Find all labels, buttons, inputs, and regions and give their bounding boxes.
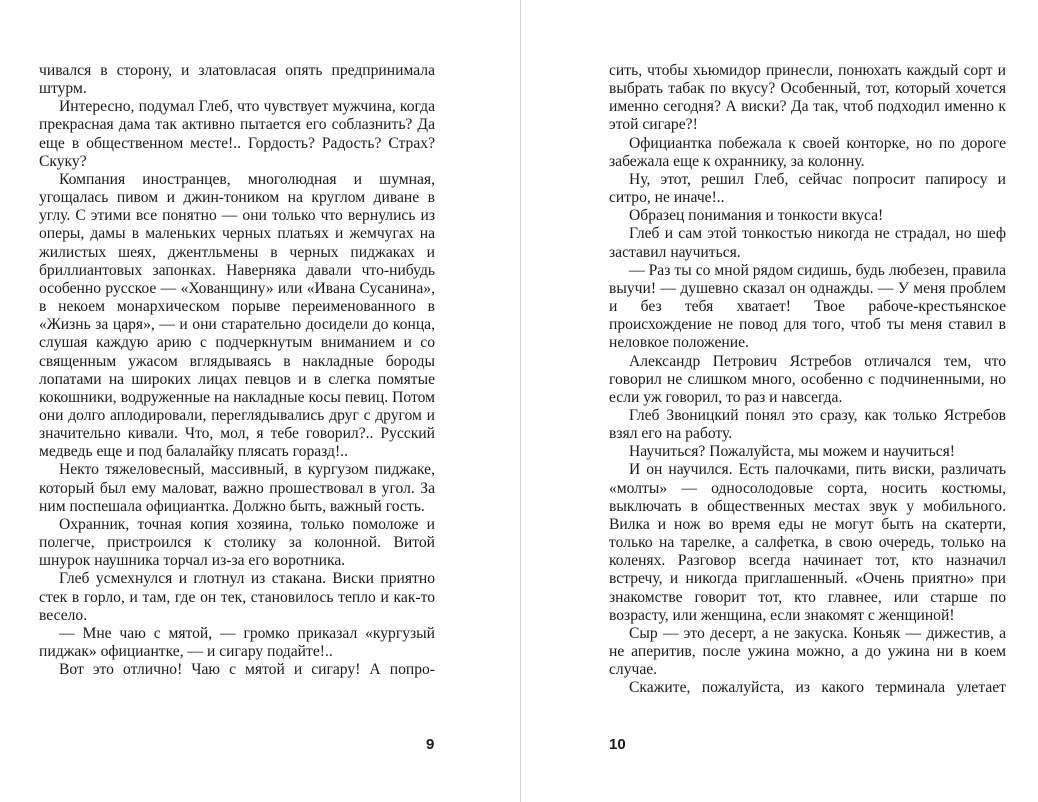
- paragraph: Александр Петрович Ястребов отличался тем, что говорил не слишком много, особенно с подчиненными, но если уж говорил, то раз и навсегда.: [609, 352, 1006, 406]
- page-number: 9: [426, 736, 435, 753]
- paragraph: И он научился. Есть палочками, пить виски, различать «молты» — односолодовые сорта, носить костюмы, выключать в общественных местах звук у мобильного. Вилка и нож во время еды не могут быть на скатерти, только на тарелке, а салфетка, в свою очередь, только на коленях. Разговор всегда начинает тот, кто назначил встречу, и никогда приглашенный. «Очень приятно» при знакомстве говорит тот, кто главнее, или старше по возрасту, или женщина, если знакомят с женщиной!: [609, 461, 1006, 624]
- paragraph: Ну, этот, решил Глеб, сейчас попросит папиросу и ситро, не иначе!..: [609, 170, 1006, 207]
- paragraph: Научиться? Пожалуйста, мы можем и научиться!: [629, 443, 955, 461]
- paragraph: Глеб усмехнулся и глотнул из стакана. Виски приятно стек в горло, и там, где он тек, становилось тепло и как-то весело.: [39, 570, 435, 624]
- paragraph: Официантка побежала к своей конторке, но по дороге забежала еще к охраннику, за колонну.: [609, 134, 1006, 170]
- paragraph: Сыр — это десерт, а не закуска. Коньяк — дижестив, а не аперитив, после ужина можно, а до ужина ни в коем случае.: [609, 624, 1006, 679]
- left-page-text: [39, 62, 435, 679]
- right-page-text: [609, 62, 1006, 697]
- paragraph: Вот это отлично! Чаю с мятой и сигару! А попро-: [59, 661, 435, 679]
- paragraph: Глеб Звоницкий понял это сразу, как только Ястребов взял его на работу.: [609, 406, 1006, 443]
- paragraph: сить, чтобы хьюмидор принесли, понюхать каждый сорт и выбрать табак по вкусу? Особенный, тот, который хочется именно сегодня? А виски? Да так, чтоб подходил именно к этой сигаре?!: [609, 62, 1006, 134]
- paragraph: Скажите, пожалуйста, из какого терминала улетает: [629, 679, 1006, 697]
- paragraph: Интересно, подумал Глеб, что чувствует мужчина, когда прекрасная дама так активно пытается его соблазнить? Да еще в общественном месте!.. Гордость? Радость? Страх? Скуку?: [39, 98, 435, 170]
- right-page: [521, 0, 1038, 802]
- paragraph: Охранник, точная копия хозяина, только помоложе и полегче, пристроился к столику за колонной. Витой шнурок наушника торчал из-за его воротника.: [39, 515, 435, 570]
- paragraph: Некто тяжеловесный, массивный, в кургузом пиджаке, который был ему маловат, важно прошествовал в угол. За ним поспешала официантка. Должно быть, важный гость.: [39, 461, 435, 515]
- paragraph: Образец понимания и тонкости вкуса!: [629, 207, 884, 225]
- paragraph: Компания иностранцев, многолюдная и шумная, угощалась пивом и джин-тоником на круглом диване в углу. С этими все понятно — они только что вернулись из оперы, дамы в маленьких черных платьях и жемчугах на жилистых шеях, джентльмены в черных пиджаках и бриллиантовых запонках. Наверняка давали что-нибудь особенно русское — «Хованщину» или «Ивана Сусанина», в некоем монархическом порыве переименованного в «Жизнь за царя», — и они старательно досидели до конца, слушая каждую арию с подчеркнутым вниманием и со священным ужасом вглядываясь в накладные бороды лопатами на широких лицах певцов и в слегка помятые кокошники, водруженные на накладные косы певиц. Потом они долго аплодировали, переглядывались друг с другом и значительно кивали. Что, мол, я тебе говорил?.. Русский медведь еще и под балалайку плясать горазд!..: [39, 170, 435, 461]
- page-number: 10: [609, 736, 626, 753]
- paragraph: Глеб и сам этой тонкостью никогда не страдал, но шеф заставил научиться.: [609, 225, 1006, 261]
- paragraph: — Раз ты со мной рядом сидишь, будь любезен, правила выучи! — душевно сказал он однажды. — У меня проблем и без тебя хватает! Твое рабоче-крестьянское происхождение не повод для того, чтоб ты меня ставил в неловкое положение.: [609, 261, 1006, 352]
- paragraph: чивался в сторону, и златовласая опять предпринимала штурм.: [39, 62, 435, 98]
- paragraph: — Мне чаю с мятой, — громко приказал «кургузый пиджак» официантке, — и сигару подайте!..: [39, 624, 435, 660]
